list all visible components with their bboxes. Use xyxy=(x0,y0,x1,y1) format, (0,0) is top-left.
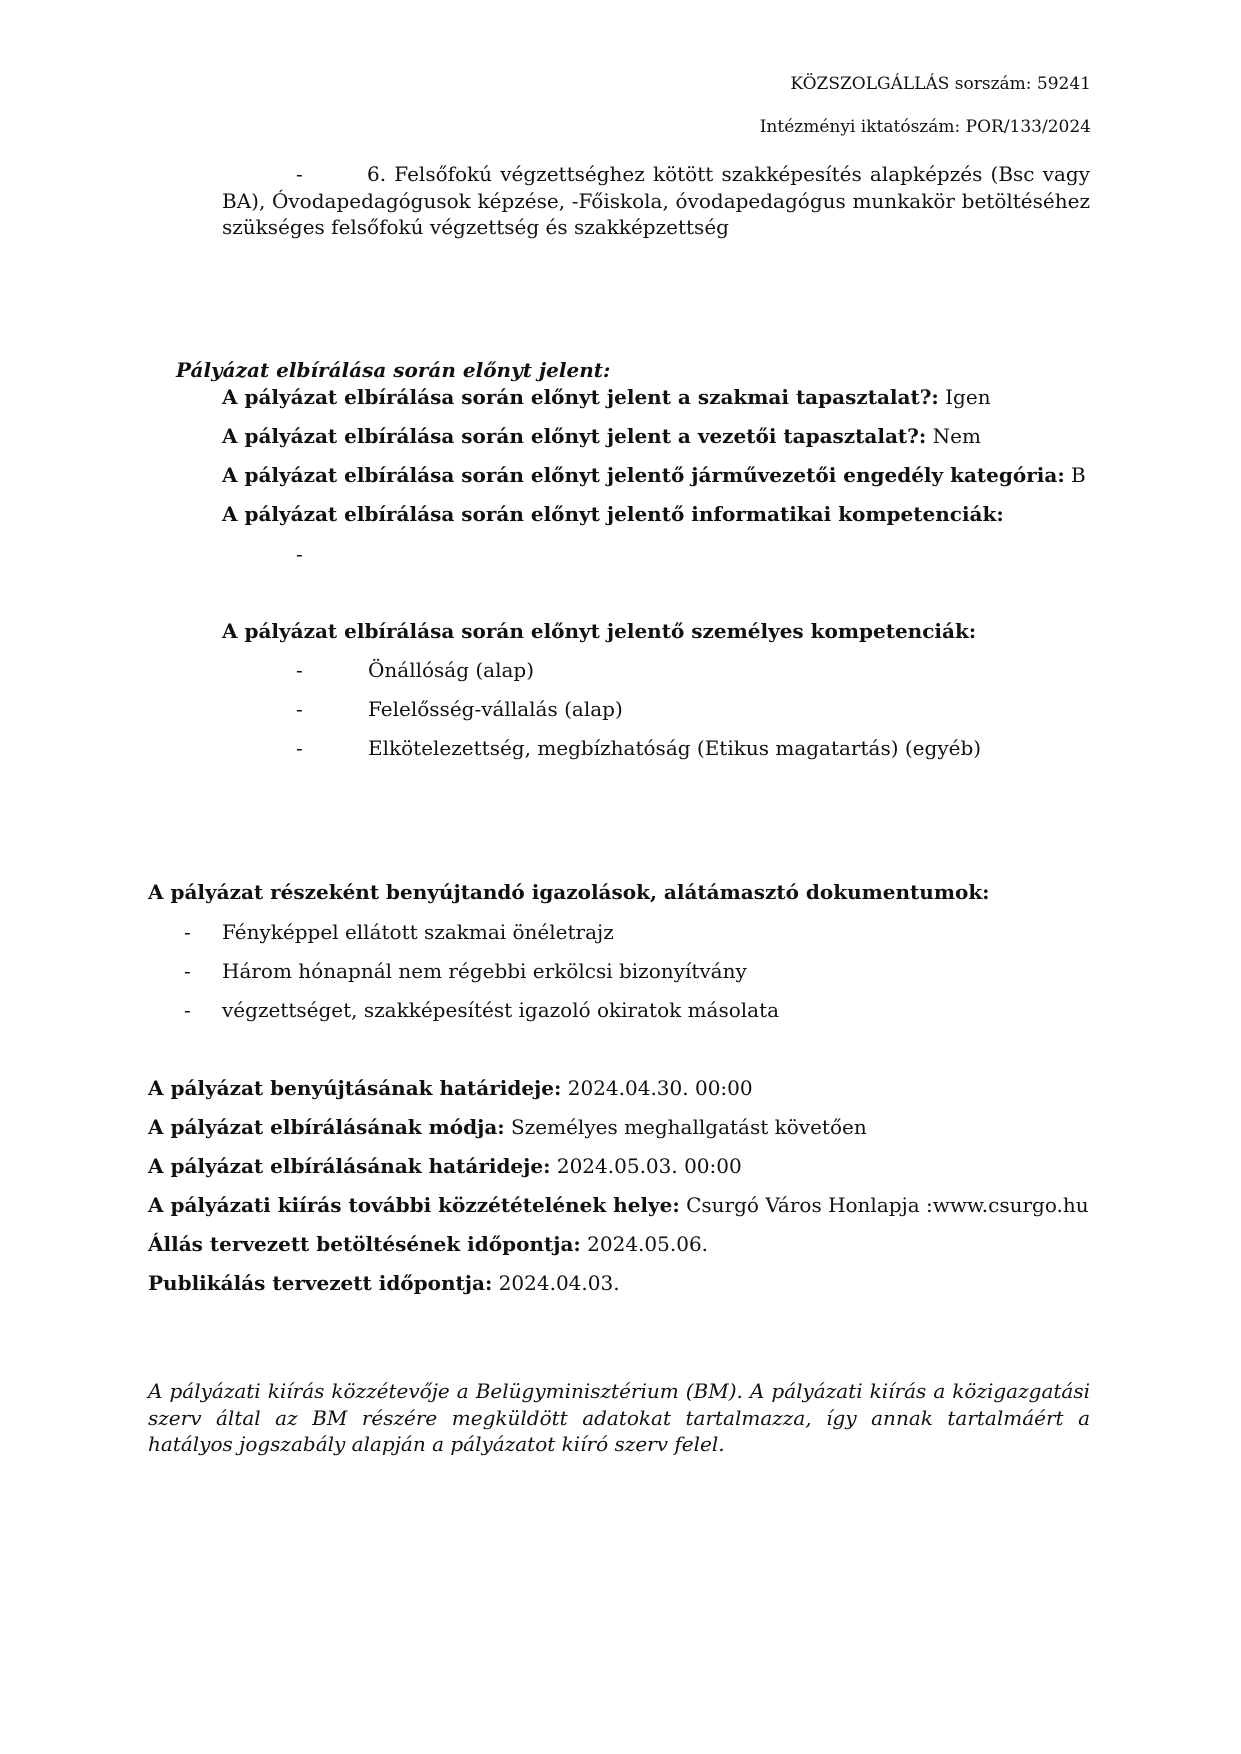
advantage-it-competencies xyxy=(222,501,1004,527)
advantage-value: B xyxy=(1064,463,1086,487)
detail-label: Publikálás tervezett időpontja: xyxy=(148,1271,493,1295)
documents-heading: A pályázat részeként benyújtandó igazolások, alátámasztó dokumentumok: xyxy=(148,880,990,904)
advantage-label: A pályázat elbírálása során előnyt jelent a szakmai tapasztalat?: xyxy=(222,385,939,409)
qualification-dash: - xyxy=(296,162,303,186)
header-registry-number: KÖZSZOLGÁLLÁS sorszám: 59241 xyxy=(790,74,1091,94)
advantage-management-experience xyxy=(222,423,981,449)
document-item: végzettséget, szakképesítést igazoló okiratok másolata xyxy=(222,998,780,1022)
personal-competency-item: Felelősség-vállalás (alap) xyxy=(368,697,623,721)
detail-label: A pályázat elbírálásának módja: xyxy=(148,1115,505,1139)
advantage-value: Nem xyxy=(926,424,981,448)
detail-value: Személyes meghallgatást követően xyxy=(504,1115,867,1139)
detail-evaluation-method xyxy=(148,1114,867,1140)
list-bullet: - xyxy=(296,658,303,682)
detail-evaluation-deadline xyxy=(148,1153,742,1179)
detail-publication-place xyxy=(148,1192,1089,1218)
advantage-label: A pályázat elbírálása során előnyt jelent a vezetői tapasztalat?: xyxy=(222,424,927,448)
list-bullet: - xyxy=(296,736,303,760)
personal-competency-item: Elkötelezettség, megbízhatóság (Etikus magatartás) (egyéb) xyxy=(368,736,982,760)
detail-start-date xyxy=(148,1231,708,1257)
detail-label: Állás tervezett betöltésének időpontja: xyxy=(148,1232,581,1256)
detail-publish-date xyxy=(148,1270,620,1296)
detail-submission-deadline xyxy=(148,1075,753,1101)
advantage-value: Igen xyxy=(938,385,991,409)
qualification-body: Felsőfokú végzettséghez kötött szakképesítés alapképzés (Bsc vagy BA), Óvodapedagógusok képzése, -Főiskola, óvodapedagógus munkakör betöltéséhez szükséges felsőfokú végzettség és szakképzettség xyxy=(222,162,1091,239)
advantage-label: A pályázat elbírálása során előnyt jelentő járművezetői engedély kategória: xyxy=(222,463,1065,487)
header-institution-number: Intézményi iktatószám: POR/133/2024 xyxy=(759,117,1091,137)
list-bullet: - xyxy=(184,920,191,944)
list-bullet: - xyxy=(184,959,191,983)
personal-competency-item: Önállóság (alap) xyxy=(368,658,535,682)
publisher-footer-note: A pályázati kiírás közzétevője a Belügyminisztérium (BM). A pályázati kiírás a közigazgatási szerv által az BM részére megküldött adatokat tartalmazza, így annak tartalmáért a hatályos jogszabály alapján a pályázatot kiíró szerv felel. xyxy=(148,1379,1090,1456)
advantage-professional-experience xyxy=(222,384,991,410)
advantage-label: A pályázat elbírálása során előnyt jelentő informatikai kompetenciák: xyxy=(222,502,1004,526)
personal-competencies-heading: A pályázat elbírálása során előnyt jelentő személyes kompetenciák: xyxy=(222,619,977,643)
detail-value: 2024.05.03. 00:00 xyxy=(550,1154,742,1178)
qualification-number: 6. xyxy=(367,162,387,186)
document-item: Fényképpel ellátott szakmai önéletrajz xyxy=(222,920,614,944)
detail-label: A pályázati kiírás további közzétételének helye: xyxy=(148,1193,680,1217)
qualification-text xyxy=(222,161,1090,241)
detail-value: 2024.04.30. 00:00 xyxy=(561,1076,753,1100)
list-bullet: - xyxy=(184,998,191,1022)
detail-label: A pályázat elbírálásának határideje: xyxy=(148,1154,551,1178)
advantage-driving-license xyxy=(222,462,1086,488)
it-competency-dash: - xyxy=(296,542,303,566)
list-bullet: - xyxy=(296,697,303,721)
advantages-heading: Pályázat elbírálása során előnyt jelent: xyxy=(176,358,611,382)
detail-value: Csurgó Város Honlapja :www.csurgo.hu xyxy=(679,1193,1089,1217)
detail-value: 2024.04.03. xyxy=(492,1271,620,1295)
detail-label: A pályázat benyújtásának határideje: xyxy=(148,1076,562,1100)
document-item: Három hónapnál nem régebbi erkölcsi bizonyítvány xyxy=(222,959,747,983)
detail-value: 2024.05.06. xyxy=(580,1232,709,1256)
